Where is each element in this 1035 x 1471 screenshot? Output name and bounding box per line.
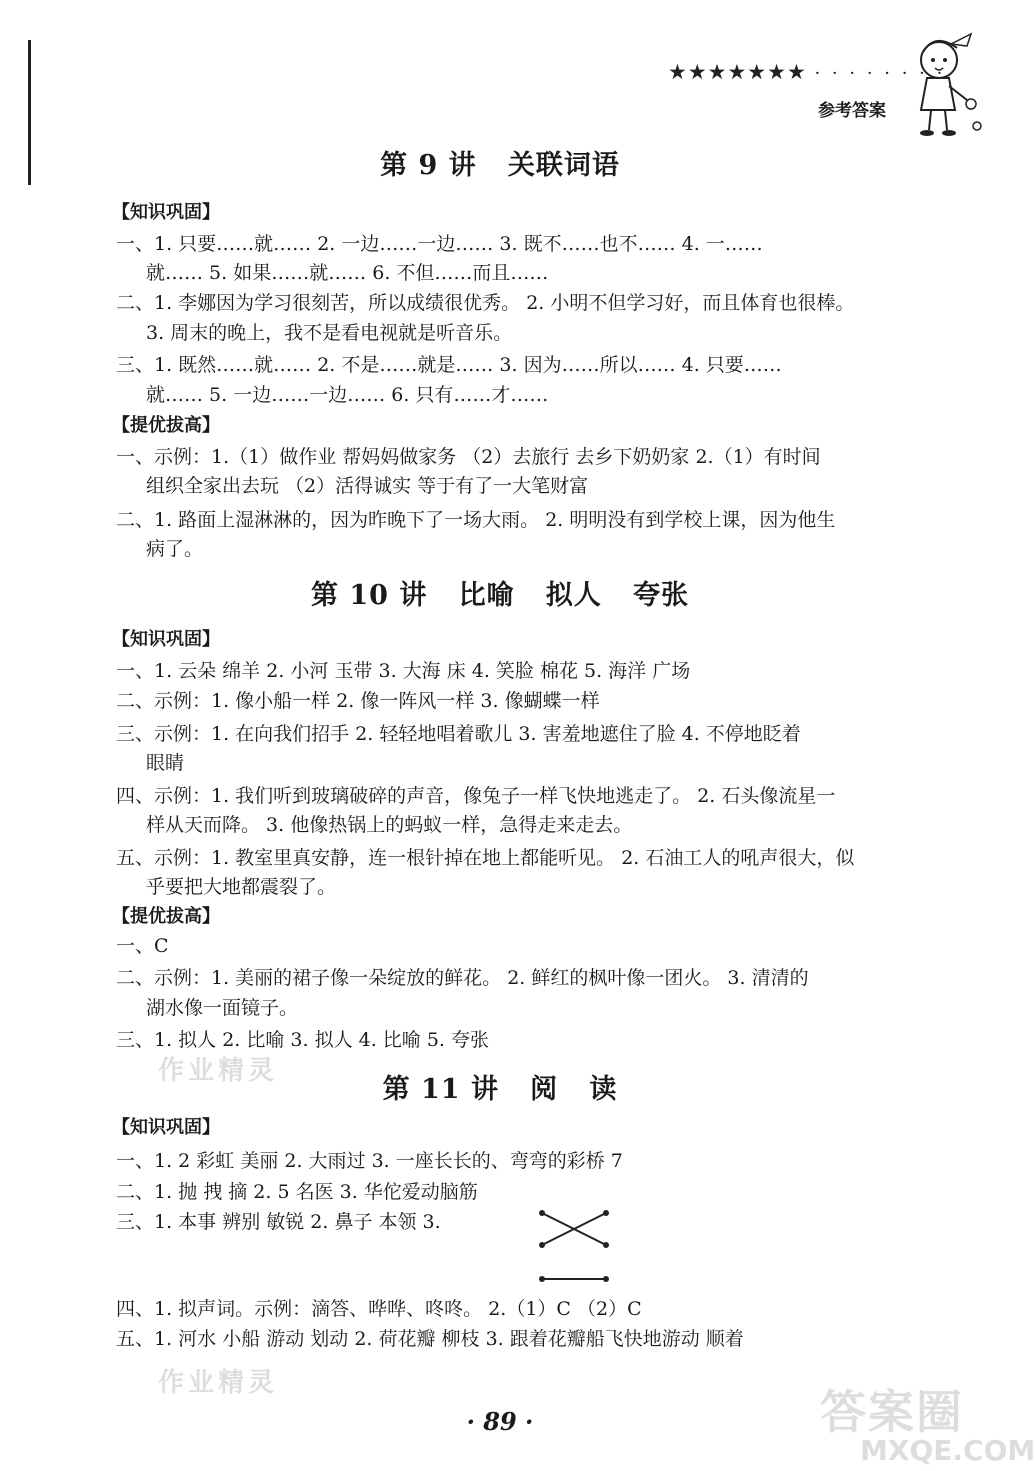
section-heading: 【知识巩固】	[112, 202, 220, 223]
answer-line: 三、1. 既然……就…… 2. 不是……就是…… 3. 因为……所以…… 4. 只要……	[116, 354, 782, 376]
page-number: · 89 ·	[466, 1407, 534, 1436]
watermark-stamp: 作业精灵	[158, 1368, 279, 1398]
watermark-url: MXQE.COM	[860, 1434, 1035, 1467]
dot-leader: · · · · · · · ·	[814, 63, 946, 84]
matching-lines-figure	[534, 1207, 614, 1287]
answer-line: 五、示例：1. 教室里真安静，连一根针掉在地上都能听见。 2. 石油工人的吼声很大，似	[116, 847, 855, 869]
lecture-10-title: 第 10 讲 比喻 拟人 夸张	[311, 580, 689, 611]
watermark-logo: 答案圈	[820, 1385, 964, 1439]
answer-line: 样从天而降。 3. 他像热锅上的蚂蚁一样，急得走来走去。	[146, 814, 633, 836]
answer-line: 二、示例：1. 美丽的裙子像一朵绽放的鲜花。 2. 鲜红的枫叶像一团火。 3. 清清的	[116, 967, 809, 989]
answer-line: 湖水像一面镜子。	[146, 997, 299, 1019]
answer-line: 一、1. 2 彩虹 美丽 2. 大雨过 3. 一座长长的、弯弯的彩桥 7	[116, 1150, 623, 1172]
answer-line: 就…… 5. 一边……一边…… 6. 只有……才……	[146, 384, 549, 406]
answer-line: 一、示例：1.（1）做作业 帮妈妈做家务 （2）去旅行 去乡下奶奶家 2.（1）有时间	[116, 446, 821, 468]
answer-line: 二、示例：1. 像小船一样 2. 像一阵风一样 3. 像蝴蝶一样	[116, 690, 600, 712]
answer-line: 乎要把大地都震裂了。	[146, 876, 337, 898]
lecture-9-title: 第 9 讲 关联词语	[380, 150, 620, 181]
answer-line: 三、1. 本事 辨别 敏锐 2. 鼻子 本领 3.	[116, 1211, 441, 1233]
answer-line: 四、1. 拟声词。示例：滴答、哗哗、咚咚。 2.（1）C （2）C	[116, 1298, 642, 1320]
answer-line: 二、1. 李娜因为学习很刻苦，所以成绩很优秀。 2. 小明不但学习好，而且体育也很棒。	[116, 292, 855, 314]
section-heading: 【提优拔高】	[112, 906, 220, 927]
answer-line: 三、示例：1. 在向我们招手 2. 轻轻地唱着歌儿 3. 害羞地遮住了脸 4. 不停地眨着	[116, 723, 801, 745]
answer-line: 组织全家出去玩 （2）活得诚实 等于有了一大笔财富	[146, 475, 589, 497]
header-label: 参考答案	[818, 101, 886, 121]
watermark-stamp: 作业精灵	[158, 1056, 279, 1086]
answer-line: 二、1. 路面上湿淋淋的，因为昨晚下了一场大雨。 2. 明明没有到学校上课，因为他生	[116, 509, 836, 531]
answer-line: 眼睛	[146, 752, 185, 774]
header-decoration	[668, 60, 945, 84]
answer-line: 四、示例：1. 我们听到玻璃破碎的声音，像兔子一样飞快地逃走了。 2. 石头像流星一	[116, 785, 836, 807]
answer-line: 三、1. 拟人 2. 比喻 3. 拟人 4. 比喻 5. 夸张	[116, 1029, 489, 1051]
answer-line: 一、1. 云朵 绵羊 2. 小河 玉带 3. 大海 床 4. 笑脸 棉花 5. 海洋 广场	[116, 660, 691, 682]
answer-line: 一、C	[116, 935, 169, 957]
answer-line: 一、1. 只要……就…… 2. 一边……一边…… 3. 既不……也不…… 4. 一……	[116, 233, 763, 255]
section-heading: 【知识巩固】	[112, 1117, 220, 1138]
cartoon-girl-icon	[905, 30, 985, 140]
answer-line: 病了。	[146, 538, 204, 560]
section-heading: 【提优拔高】	[112, 415, 220, 436]
answer-line: 3. 周末的晚上，我不是看电视就是听音乐。	[146, 322, 513, 344]
answer-line: 五、1. 河水 小船 游动 划动 2. 荷花瓣 柳枝 3. 跟着花瓣船飞快地游动 顺着	[116, 1328, 744, 1350]
answer-line: 二、1. 抛 拽 摘 2. 5 名医 3. 华佗爱动脑筋	[116, 1181, 478, 1203]
lecture-11-title: 第 11 讲 阅 读	[382, 1074, 618, 1105]
star-icons: ★★★★★★★	[668, 60, 807, 84]
section-heading: 【知识巩固】	[112, 629, 220, 650]
answer-line: 就…… 5. 如果……就…… 6. 不但……而且……	[146, 262, 549, 284]
